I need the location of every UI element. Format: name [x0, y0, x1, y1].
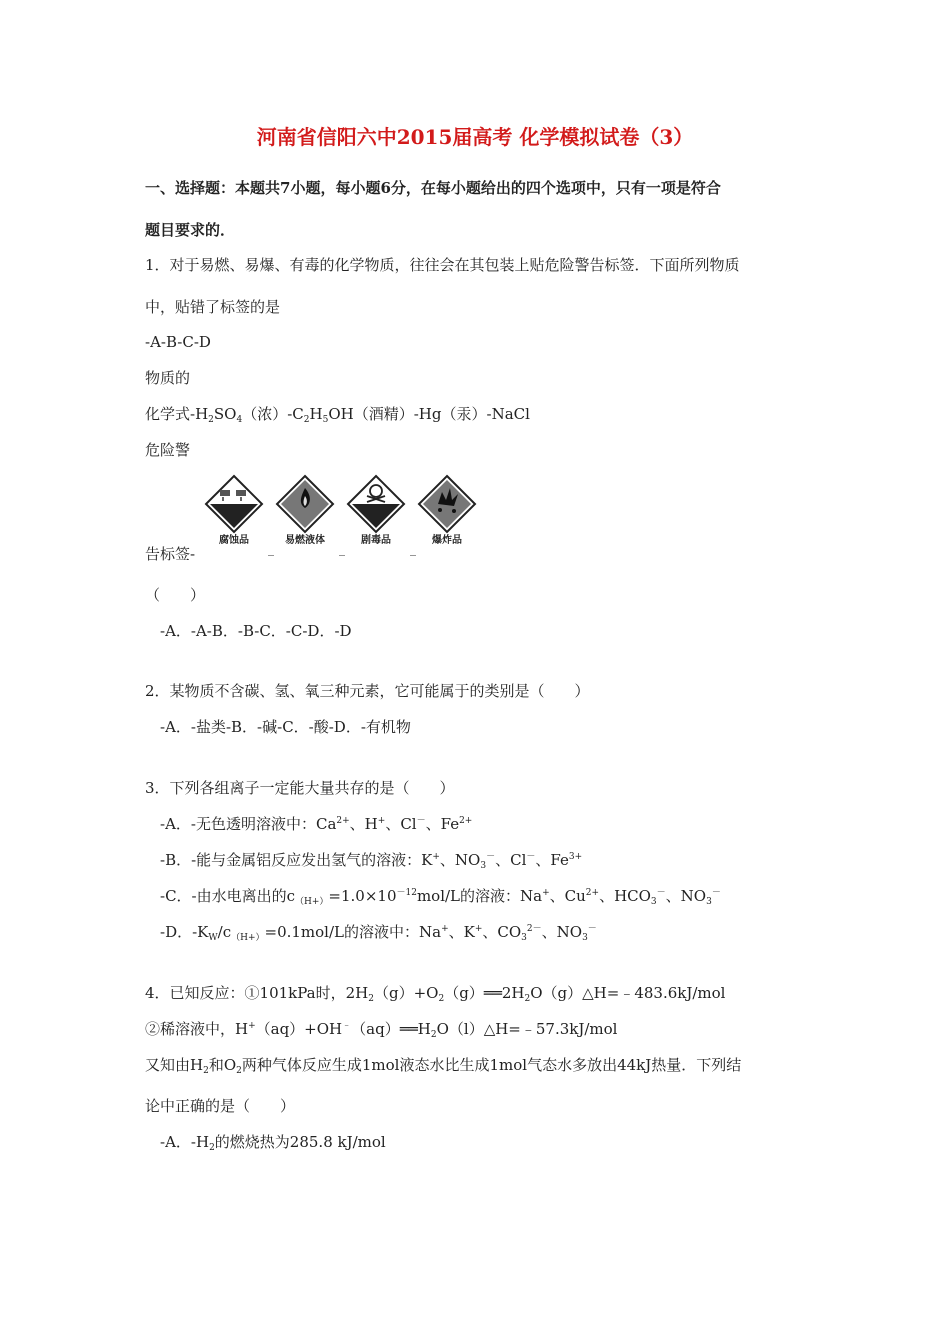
q1-stem-line2: 中，贴错了标签的是: [145, 298, 281, 316]
page-title: 河南省信阳六中2015届高考 化学模拟试卷（3）: [256, 125, 694, 149]
corrosive-icon: [203, 474, 265, 534]
q3-choice-d: -D．$-K_W/c_{(H+)}=0.1mol/L$的溶液中：Na+、K+、$CO_3^{2-}$、$NO_3^-$: [160, 923, 597, 943]
q3-choice-c: -C．-由水电离出的$c_{(H+)}=1.0\times 10^{-12}mol/L$的溶液：Na+、$Cu^{2+}$、$HCO_3^-$、$NO_3^-$: [160, 887, 721, 907]
q1-options-row: -A-B-C-D: [145, 333, 211, 351]
q2-choices: -A．-盐类-B．-碱-C．-酸-D．-有机物: [160, 718, 411, 736]
q4-choice-a: -A．$-H_2$的燃烧热为285.8 kJ/mol: [160, 1133, 386, 1153]
q3-choice-a: -A．-无色透明溶液中：$Ca^{2+}$、H+、Cl－、$Fe^{2+}$: [160, 815, 473, 833]
q1-choices: -A．-A-B．-B-C．-C-D．-D: [160, 622, 352, 640]
q4-reaction-2: ②稀溶液中，$H^+(aq)+OH^﹣(aq)══H_2O(l)\triangle H=﹣57.3kJ$/mol: [145, 1020, 618, 1040]
q1-stem-line1: 1．对于易燃、易爆、有毒的化学物质，往往会在其包装上贴危险警告标签．下面所列物质: [145, 256, 740, 274]
q1-formula-row: 化学式$-H_2SO_4$（浓）$-C_2H_5OH$（酒精）-Hg（汞）-NaCl: [145, 405, 530, 425]
q1-label-row: 告标签-: [145, 545, 196, 563]
q1-answer-paren: （ ）: [145, 586, 206, 604]
q3-choice-b: -B．-能与金属铝反应发出氢气的溶液：K+、$NO_3^-$、Cl－、$Fe^{3+}$: [160, 851, 583, 871]
corrosive-sign: 腐蚀品: [203, 474, 265, 554]
flame-icon: [274, 474, 336, 534]
hazard-signs: 腐蚀品 _ 易燃液体 _ 剧毒品 _ 爆炸品: [200, 474, 480, 554]
explosion-icon: [416, 474, 478, 534]
q4-stem-line3: 又知由$H_2$和$O_2$两种气体反应生成1mol液态水比生成1mol气态水多放出44kJ热量．下列结: [145, 1056, 742, 1076]
q2-stem: 2．某物质不含碳、氢、氧三种元素，它可能属于的类别是（ ）: [145, 682, 590, 700]
q4-stem-line4: 论中正确的是（ ）: [145, 1097, 296, 1115]
q4-reaction-1: 4．已知反应：①101kPa时，$2H_2(g)+O_2(g)══2H_2O(g)\triangle H=﹣483.6kJ$/mol: [145, 984, 726, 1004]
q1-danger-row: 危险警: [145, 441, 191, 459]
flammable-liquid-sign: 易燃液体: [274, 474, 336, 554]
skull-icon: [345, 474, 407, 534]
q1-substance-row: 物质的: [145, 369, 191, 387]
q3-stem: 3．下列各组离子一定能大量共存的是（ ）: [145, 779, 455, 797]
explosive-sign: 爆炸品: [416, 474, 478, 554]
section-heading-line2: 题目要求的．: [145, 221, 236, 239]
section-heading-line1: 一、选择题：本题共7小题，每小题6分，在每小题给出的四个选项中，只有一项是符合: [145, 179, 721, 197]
toxic-sign: 剧毒品: [345, 474, 407, 554]
